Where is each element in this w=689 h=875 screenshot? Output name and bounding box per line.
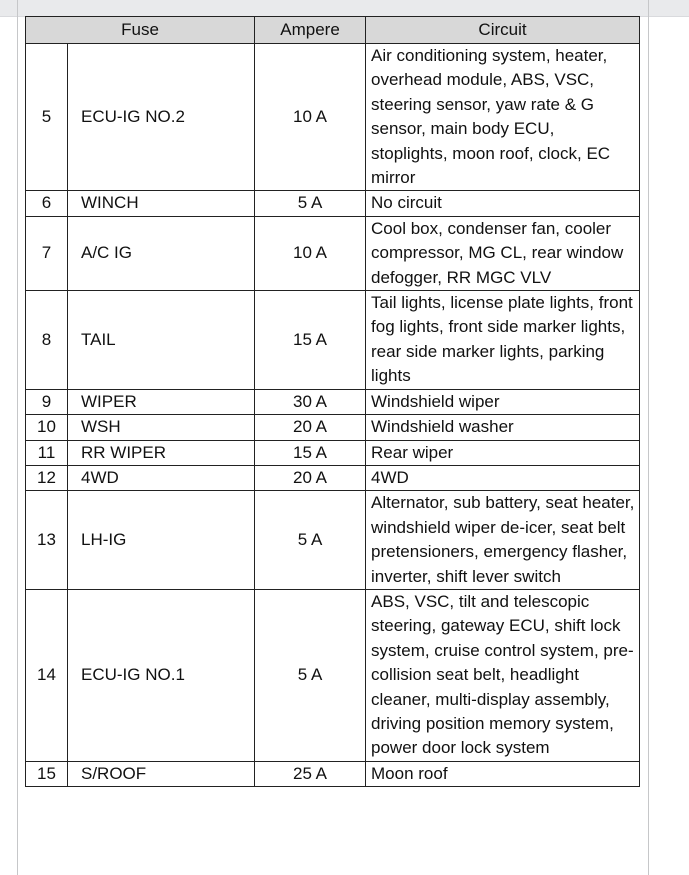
header-fuse: Fuse <box>26 17 255 44</box>
fuse-number-cell: 13 <box>26 491 68 590</box>
fuse-number-cell: 10 <box>26 415 68 440</box>
header-ampere: Ampere <box>255 17 366 44</box>
table-row <box>26 465 640 490</box>
table-row <box>26 216 640 290</box>
circuit-cell: Alternator, sub battery, seat heater, windshield wiper de-icer, seat belt pretensioners, emergency flasher, inverter, shift lever switch <box>366 491 640 590</box>
ampere-cell: 20 A <box>255 465 366 490</box>
circuit-cell: Windshield wiper <box>366 389 640 414</box>
fuse-number-cell: 11 <box>26 440 68 465</box>
fuse-number-cell: 5 <box>26 44 68 191</box>
ampere-cell: 15 A <box>255 440 366 465</box>
table-row <box>26 440 640 465</box>
ampere-cell: 5 A <box>255 589 366 761</box>
circuit-cell: Windshield washer <box>366 415 640 440</box>
fuse-name-cell: S/ROOF <box>68 761 255 786</box>
fuse-table <box>25 16 640 787</box>
fuse-name-cell: WIPER <box>68 389 255 414</box>
table-row <box>26 389 640 414</box>
circuit-cell: Tail lights, license plate lights, front fog lights, front side marker lights, rear side marker lights, parking lights <box>366 291 640 390</box>
fuse-number-cell: 9 <box>26 389 68 414</box>
circuit-cell: Cool box, condenser fan, cooler compressor, MG CL, rear window defogger, RR MGC VLV <box>366 216 640 290</box>
table-row <box>26 44 640 191</box>
fuse-number-cell: 8 <box>26 291 68 390</box>
table-row <box>26 191 640 216</box>
fuse-name-cell: LH-IG <box>68 491 255 590</box>
fuse-number-cell: 12 <box>26 465 68 490</box>
ampere-cell: 10 A <box>255 216 366 290</box>
circuit-cell: Moon roof <box>366 761 640 786</box>
circuit-cell: ABS, VSC, tilt and telescopic steering, gateway ECU, shift lock system, cruise control system, pre-collision seat belt, headlight cleaner, multi-display assembly, driving position memory system, power door lock system <box>366 589 640 761</box>
fuse-name-cell: 4WD <box>68 465 255 490</box>
circuit-cell: 4WD <box>366 465 640 490</box>
ampere-cell: 15 A <box>255 291 366 390</box>
fuse-table-body <box>26 44 640 787</box>
header-circuit: Circuit <box>366 17 640 44</box>
ampere-cell: 5 A <box>255 491 366 590</box>
header-row <box>26 17 640 44</box>
table-row <box>26 491 640 590</box>
circuit-cell: No circuit <box>366 191 640 216</box>
right-page-border <box>648 0 649 875</box>
table-row <box>26 761 640 786</box>
ampere-cell: 5 A <box>255 191 366 216</box>
table-row <box>26 415 640 440</box>
fuse-name-cell: RR WIPER <box>68 440 255 465</box>
fuse-number-cell: 6 <box>26 191 68 216</box>
ampere-cell: 20 A <box>255 415 366 440</box>
fuse-name-cell: WINCH <box>68 191 255 216</box>
circuit-cell: Air conditioning system, heater, overhead module, ABS, VSC, steering sensor, yaw rate & G sensor, main body ECU, stoplights, moon roof, clock, EC mirror <box>366 44 640 191</box>
circuit-cell: Rear wiper <box>366 440 640 465</box>
fuse-name-cell: ECU-IG NO.1 <box>68 589 255 761</box>
fuse-name-cell: A/C IG <box>68 216 255 290</box>
ampere-cell: 10 A <box>255 44 366 191</box>
top-page-strip <box>0 0 689 17</box>
fuse-table-header <box>26 17 640 44</box>
fuse-number-cell: 15 <box>26 761 68 786</box>
fuse-name-cell: WSH <box>68 415 255 440</box>
table-row <box>26 291 640 390</box>
fuse-number-cell: 7 <box>26 216 68 290</box>
ampere-cell: 30 A <box>255 389 366 414</box>
fuse-number-cell: 14 <box>26 589 68 761</box>
fuse-name-cell: TAIL <box>68 291 255 390</box>
ampere-cell: 25 A <box>255 761 366 786</box>
table-row <box>26 589 640 761</box>
fuse-name-cell: ECU-IG NO.2 <box>68 44 255 191</box>
left-page-border <box>17 0 18 875</box>
